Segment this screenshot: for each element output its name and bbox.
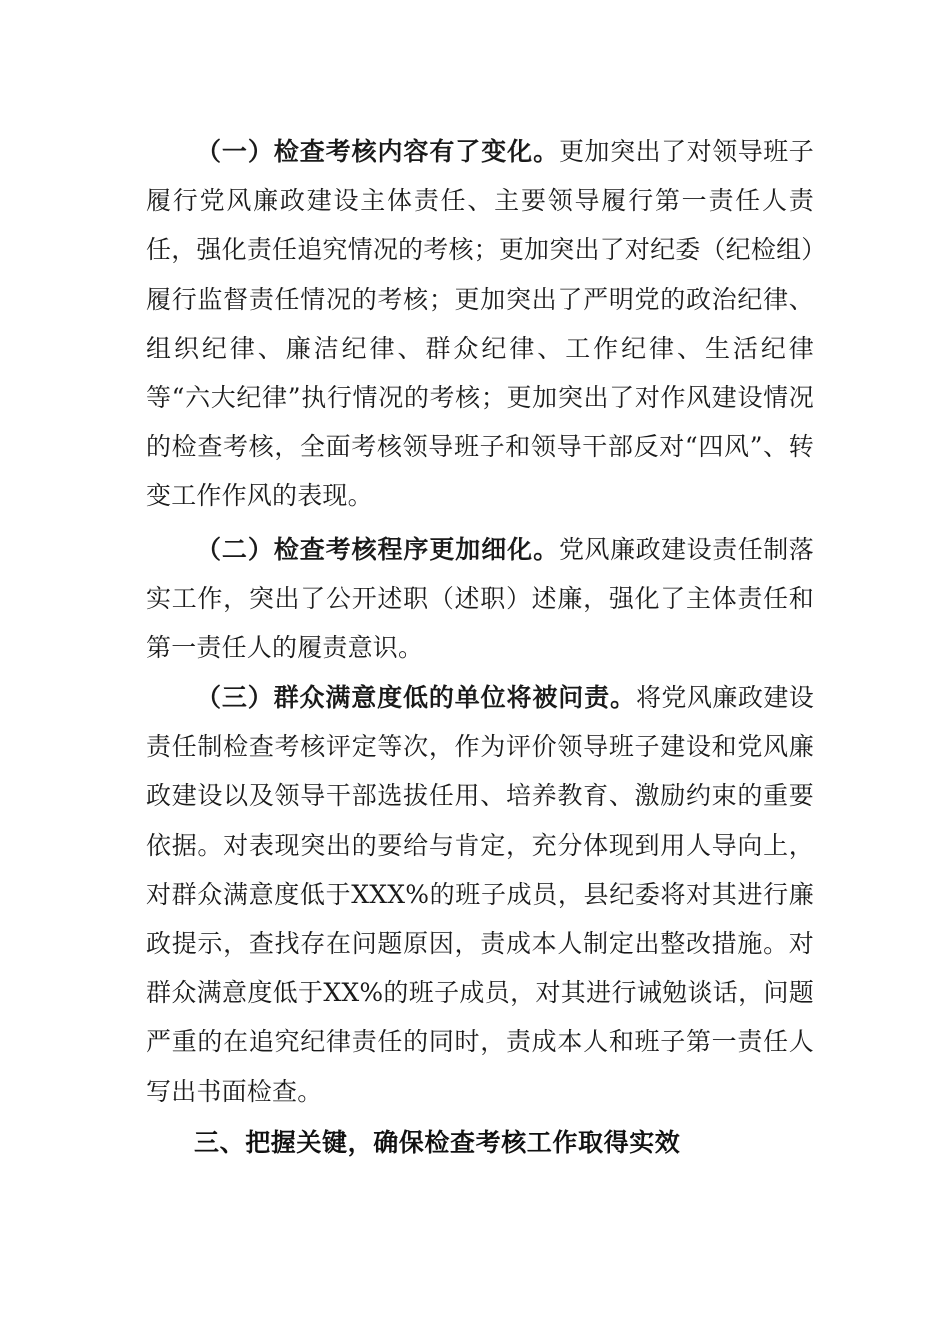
paragraph-2-body: 党风廉政建设责任制落实工作，突出了公开述职（述职）述廉，强化了主体责任和第一责任人的履责意识。 — [146, 535, 814, 663]
paragraph-3-lead: （三）群众满意度低的单位将被问责。 — [196, 683, 636, 712]
paragraph-3-text — [146, 673, 814, 1116]
paragraph-2-lead: （二）检查考核程序更加细化。 — [196, 535, 560, 564]
paragraph-1-lead: （一）检查考核内容有了变化。 — [196, 137, 560, 166]
paragraph-2-text — [146, 525, 814, 673]
paragraph-1 — [146, 127, 814, 521]
paragraph-1-text — [146, 127, 814, 521]
paragraph-3-body: 将党风廉政建设责任制检查考核评定等次，作为评价领导班子建设和党风廉政建设以及领导干部选拔任用、培养教育、激励约束的重要依据。对表现突出的要给与肯定，充分体现到用人导向上，对群众满意度低于XXX%的班子成员，县纪委将对其进行廉政提示，查找存在问题原因，责成本人制定出整改措施。对群众满意度低于XX%的班子成员，对其进行诫勉谈话，问题严重的在追究纪律责任的同时，责成本人和班子第一责任人写出书面检查。 — [146, 683, 815, 1106]
paragraph-3 — [146, 673, 814, 1116]
paragraph-2 — [146, 525, 814, 673]
paragraph-1-body: 更加突出了对领导班子履行党风廉政建设主体责任、主要领导履行第一责任人责任，强化责任追究情况的考核；更加突出了对纪委（纪检组）履行监督责任情况的考核；更加突出了严明党的政治纪律、组织纪律、廉洁纪律、群众纪律、工作纪律、生活纪律等“六大纪律”执行情况的考核；更加突出了对作风建设情况的检查考核，全面考核领导班子和领导干部反对“四风”、转变工作作风的表现。 — [146, 137, 814, 511]
section-heading: 三、把握关键，确保检查考核工作取得实效 — [194, 1128, 681, 1157]
